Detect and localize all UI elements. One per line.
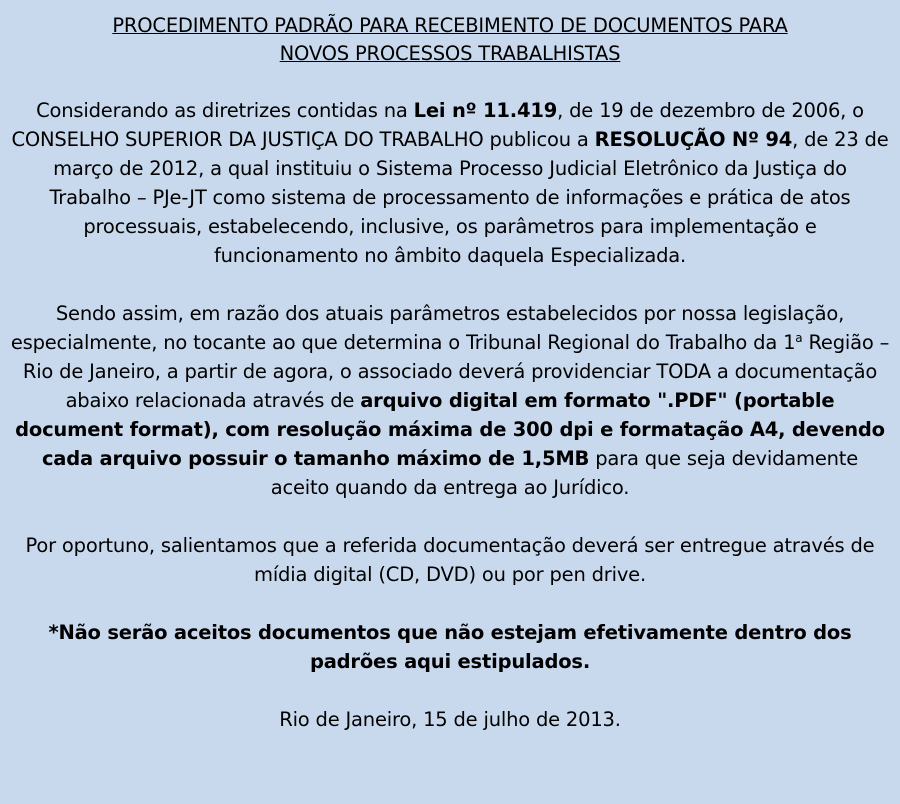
- paragraph1-text-2: , de 19 de dezembro de 2006, o CONSELHO SUPERIOR DA JUSTIÇA DO TRABALHO publicou a: [11, 99, 864, 151]
- title-line-1: PROCEDIMENTO PADRÃO PARA RECEBIMENTO DE DOCUMENTOS PARA: [112, 14, 788, 37]
- paragraph2-text-1: Sendo assim, em razão dos atuais parâmetros estabelecidos por nossa legislação, especialmente, no tocante ao que determina o Tribunal Regional do Trabalho da 1: [10, 302, 845, 354]
- spacer: [10, 589, 890, 618]
- page-title: [10, 12, 890, 68]
- paragraph1-text-3: , de 23 de março de 2012, a qual instituiu o Sistema Processo Judicial Eletrônico da Justiça do Trabalho – PJe-JT como sistema de processamento de informações e prática de atos processuais, estabelecendo, inclusive, os parâmetros para implementação e funcionamento no âmbito daquela Especializada.: [49, 128, 889, 267]
- document-date: Rio de Janeiro, 15 de julho de 2013.: [279, 708, 621, 731]
- paragraph-delivery-media: Por oportuno, salientamos que a referida documentação deverá ser entregue através de mídia digital (CD, DVD) ou por pen drive.: [25, 534, 875, 586]
- spacer: [10, 270, 890, 299]
- spacer: [10, 502, 890, 531]
- paragraph1-text-1: Considerando as diretrizes contidas na: [36, 99, 414, 122]
- notice-text: *Não serão aceitos documentos que não estejam efetivamente dentro dos padrões aqui estipulados.: [48, 621, 852, 673]
- file-format-requirement: arquivo digital em formato ".PDF" (portable document format), com resolução máxima de 300 dpi e formatação A4, devendo cada arquivo possuir o tamanho máximo de 1,5MB: [15, 389, 885, 470]
- paragraph-law-context: [10, 96, 890, 270]
- paragraph2-text-3: para que seja devidamente aceito quando da entrega ao Jurídico.: [270, 447, 859, 499]
- notice-warning: [10, 618, 890, 676]
- title-line-2: NOVOS PROCESSOS TRABALHISTAS: [279, 42, 621, 65]
- paragraph2-text-2: Região – Rio de Janeiro, a partir de agora, o associado deverá providenciar TODA a documentação abaixo relacionada através de: [22, 331, 890, 412]
- ordinal-superscript: a: [795, 331, 803, 345]
- resolution-reference: RESOLUÇÃO Nº 94: [594, 128, 793, 151]
- law-reference: Lei nº 11.419: [413, 99, 558, 122]
- paragraph-requirements: [10, 299, 890, 502]
